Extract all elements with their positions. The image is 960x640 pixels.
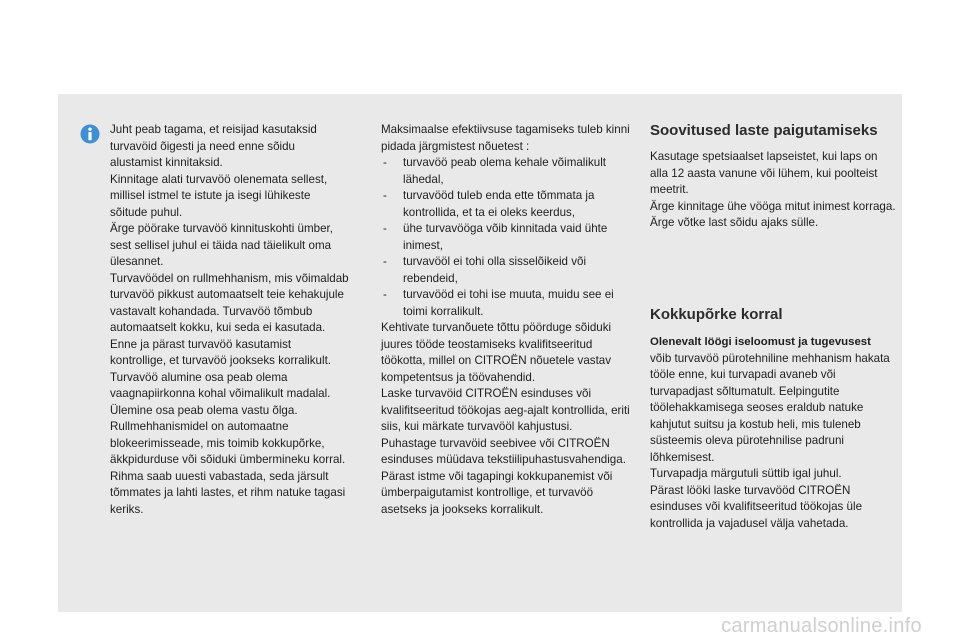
col3-paragraph: Kasutage spetsiaalset lapseistet, kui laps on alla 12 aasta vanune või lühem, kui poolteist meetrit.: [650, 150, 878, 196]
column-1: [110, 122, 350, 518]
list-item-text: turvavööl ei tohi olla sisselõikeid või rebendeid,: [403, 255, 587, 285]
col1-paragraph: Turvavöö alumine osa peab olema vaagnapiirkonna kohal võimalikult madalal.: [110, 370, 331, 400]
watermark: carmanualsonline.info: [721, 615, 922, 637]
list-item-text: turvavööd ei tohi ise muuta, muidu see ei toimi korralikult.: [403, 288, 614, 318]
col2-paragraph: Laske turvavöid CITROËN esinduses või kvalifitseeritud töökojas aeg-ajalt kontrollida, eriti siis, kui märkate turvavööl kahjustusi.: [381, 387, 630, 433]
list-dash: -: [383, 156, 387, 169]
col3-paragraph: Ärge võtke last sõidu ajaks sülle.: [650, 216, 819, 229]
column-3-collision-section: [650, 334, 898, 532]
list-item: [381, 188, 633, 221]
col1-paragraph: Ärge pöörake turvavöö kinnituskohti ümber, sest sellisel juhul ei täida nad täielikult oma ülesannet.: [110, 222, 333, 268]
list-item-text: turvavöö peab olema kehale võimalikult lähedal,: [403, 156, 607, 186]
col2-paragraph: Kehtivate turvanõuete tõttu pöörduge sõiduki juures tööde teostamiseks kvalifitseeritud töökotta, millel on CITROËN nõuetele vastav kompetentsus ja töövahendid.: [381, 321, 612, 384]
section-title-collision: Kokkupõrke korral: [650, 306, 783, 323]
col1-paragraph: Juht peab tagama, et reisijad kasutaksid turvavöid õigesti ja need enne sõidu alustamist kinnitaksid.: [110, 123, 317, 169]
column-2: [381, 122, 633, 518]
list-dash: -: [383, 189, 387, 202]
list-item-text: ühe turvavööga võib kinnitada vaid ühte inimest,: [403, 222, 608, 252]
col1-paragraph: Turvavöödel on rullmehhanism, mis võimaldab turvavöö pikkust automaatselt teie kehakujule vastavalt kohandada. Turvavöö tõmbub automaatselt kokku, kui seda ei kasutada.: [110, 271, 349, 334]
list-dash: -: [383, 288, 387, 301]
col1-paragraph: Enne ja pärast turvavöö kasutamist kontrollige, et turvavöö jookseks korralikult.: [110, 337, 332, 367]
col1-paragraph: Rullmehhanismidel on automaatne blokeerimisseade, mis toimib kokkupõrke, äkkpidurduse või sõiduki ümbermineku korral. Rihma saab uuesti vabastada, seda järsult tõmmates ja lahti lastes, et rihm natuke tagasi keriks.: [110, 420, 346, 516]
list-dash: -: [383, 222, 387, 235]
column-3-children-section: [650, 122, 898, 232]
col3-paragraph: Ärge kinnitage ühe vööga mitut inimest korraga.: [650, 199, 896, 213]
list-item-text: turvavööd tuleb enda ette tõmmata ja kontrollida, et ta ei oleks keerdus,: [403, 189, 595, 219]
list-item: [381, 287, 633, 320]
col2-paragraph: Puhastage turvavöid seebivee või CITROËN esinduses müüdava tekstiilipuhastusvahendiga.: [381, 436, 626, 466]
col1-paragraph: Ülemine osa peab olema vastu õlga.: [110, 403, 298, 417]
col2-paragraph: Pärast istme või tagapingi kokkupanemist või ümberpaigutamist kontrollige, et turvavöö asetseks ja jookseks korralikult.: [381, 469, 613, 516]
list-item: [381, 221, 633, 254]
list-dash: -: [383, 255, 387, 268]
col2-intro: Maksimaalse efektiivsuse tagamiseks tuleb kinni pidada järgmistest nõuetest :: [381, 123, 630, 153]
col3-paragraph: võib turvavöö pürotehniline mehhanism hakata tööle enne, kui turvapadi avaneb või turvapadjast sõltumatult. Eelpingutite töölehakkamisega seoses eraldub natuke kahjutut suitsu ja kostub heli, mis tuleneb süsteemis oleva pürotehnilise padruni lõhkemisest.: [650, 351, 890, 464]
requirements-list: [381, 155, 633, 320]
section-title-children: Soovitused laste paigutamiseks: [650, 122, 878, 139]
info-icon: [80, 124, 100, 144]
col3-paragraph: Pärast lööki laske turvavööd CITROËN esinduses või kvalifitseeritud töökojas üle kontrollida ja vajadusel välja vahetada.: [650, 483, 863, 530]
collision-subhead: Olenevalt löögi iseloomust ja tugevusest: [650, 336, 871, 348]
col1-paragraph: Kinnitage alati turvavöö olenemata sellest, millisel istmel te istute ja isegi lühikeste sõitude puhul.: [110, 172, 328, 219]
col3-paragraph: Turvapadja märgutuli süttib igal juhul.: [650, 467, 842, 480]
list-item: [381, 155, 633, 188]
list-item: [381, 254, 633, 287]
